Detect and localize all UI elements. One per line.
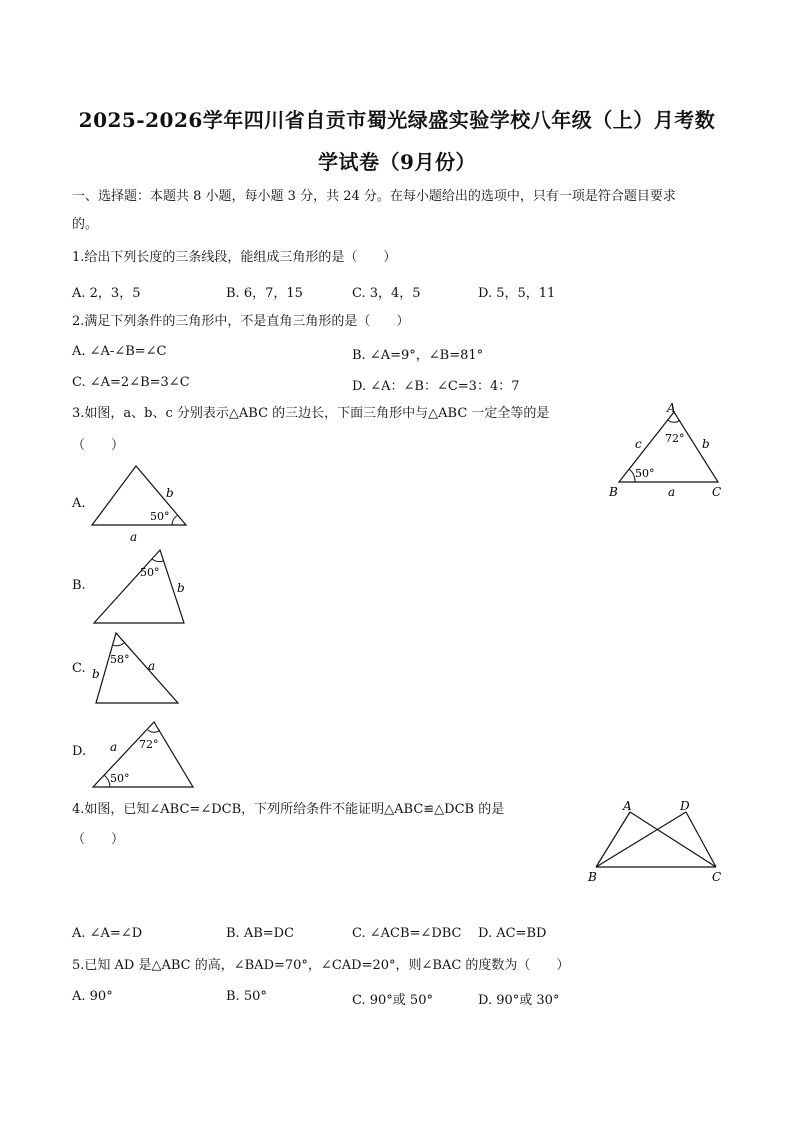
option-c-angle-arc [112, 643, 124, 646]
question-3-reference-triangle [604, 400, 734, 504]
side-label-b: b [702, 437, 710, 451]
question-5-option-a[interactable]: A. 90° [72, 989, 113, 1004]
question-3-option-c-triangle[interactable] [86, 628, 186, 710]
option-b-triangle-shape [94, 550, 184, 623]
question-1-option-b[interactable]: B. 6，7，15 [226, 286, 303, 301]
question-1-option-d[interactable]: D. 5，5，11 [478, 286, 556, 301]
question-5-stem: 5.已知 AD 是△ABC 的高，∠BAD=70°，∠CAD=20°，则∠BAC 的度数为（ ） [72, 958, 570, 973]
option-c-triangle-shape [96, 633, 178, 703]
option-c-angle-label: 58° [110, 653, 130, 666]
point-label-c: C [712, 870, 722, 884]
option-c-side-b: b [92, 667, 100, 681]
question-2-option-a[interactable]: A. ∠A-∠B=∠C [72, 344, 167, 359]
vertex-label-a: A [667, 401, 676, 415]
question-3-option-d-label[interactable]: D. [72, 744, 87, 759]
option-a-angle-arc [172, 515, 178, 525]
question-1-option-a[interactable]: A. 2，3，5 [72, 286, 141, 301]
question-2-option-c[interactable]: C. ∠A=2∠B=3∠C [72, 375, 190, 390]
question-2-option-b[interactable]: B. ∠A=9°，∠B=81° [352, 348, 484, 363]
question-3-stem-cont: （ ） [72, 438, 125, 453]
question-2-option-d[interactable]: D. ∠A：∠B：∠C=3：4：7 [352, 379, 520, 394]
question-3-option-a-label[interactable]: A. [72, 496, 86, 511]
side-label-c: c [635, 437, 642, 451]
option-a-angle-label: 50° [150, 510, 170, 523]
point-label-a: A [623, 799, 632, 813]
angle-label-a: 72° [665, 432, 685, 445]
question-4-option-b[interactable]: B. AB=DC [226, 926, 295, 941]
segment-dc [686, 812, 716, 867]
question-4-figure [580, 794, 730, 890]
question-5-option-b[interactable]: B. 50° [226, 989, 267, 1004]
page-title-line1: 2025-2026学年四川省自贡市蜀光绿盛实验学校八年级（上）月考数 [78, 108, 716, 132]
question-4-stem: 4.如图，已知∠ABC=∠DCB，下列所给条件不能证明△ABC≌△DCB 的是 [72, 802, 505, 817]
option-c-side-a: a [148, 659, 156, 673]
question-4-option-d[interactable]: D. AC=BD [478, 926, 547, 941]
question-1-option-c[interactable]: C. 3，4，5 [352, 286, 421, 301]
side-label-a: a [668, 485, 676, 499]
option-d-angle-arc-top [148, 730, 160, 732]
option-b-side-b: b [177, 581, 185, 595]
section-heading: 一、选择题：本题共 8 小题，每小题 3 分，共 24 分。在每小题给出的选项中，只有一项是符合题目要求 [72, 189, 676, 204]
option-d-angle-top: 72° [139, 738, 159, 751]
option-b-angle-label: 50° [140, 566, 160, 579]
option-a-side-b: b [166, 486, 174, 500]
angle-label-b: 50° [635, 467, 655, 480]
question-1-stem: 1.给出下列长度的三条线段，能组成三角形的是（ ） [72, 250, 397, 265]
question-2-stem: 2.满足下列条件的三角形中，不是直角三角形的是（ ） [72, 314, 410, 329]
question-3-stem: 3.如图，a、b、c 分别表示△ABC 的三边长，下面三角形中与△ABC 一定全等的是 [72, 406, 550, 421]
option-d-angle-left: 50° [110, 772, 130, 785]
point-label-b: B [588, 870, 597, 884]
page-title-line2: 学试卷（9月份） [318, 150, 476, 174]
option-d-side-a: a [110, 740, 118, 754]
question-3-option-b-triangle[interactable] [88, 544, 198, 628]
option-d-triangle-shape [93, 722, 193, 787]
question-4-option-c[interactable]: C. ∠ACB=∠DBC [352, 926, 462, 941]
question-3-option-b-label[interactable]: B. [72, 578, 86, 593]
section-heading-cont: 的。 [72, 217, 99, 232]
question-4-stem-cont: （ ） [72, 832, 125, 847]
option-b-angle-arc [152, 559, 163, 562]
question-4-option-a[interactable]: A. ∠A=∠D [72, 926, 143, 941]
question-5-option-d[interactable]: D. 90°或 30° [478, 993, 560, 1008]
segment-ab [596, 812, 630, 867]
question-5-option-c[interactable]: C. 90°或 50° [352, 993, 433, 1008]
option-a-side-a: a [130, 530, 138, 544]
vertex-label-c: C [712, 485, 722, 499]
point-label-d: D [680, 799, 690, 813]
vertex-label-b: B [609, 485, 618, 499]
question-3-option-d-triangle[interactable] [88, 716, 200, 792]
question-3-option-c-label[interactable]: C. [72, 661, 86, 676]
angle-arc-a [668, 420, 680, 422]
question-3-option-a-triangle[interactable] [88, 460, 198, 544]
